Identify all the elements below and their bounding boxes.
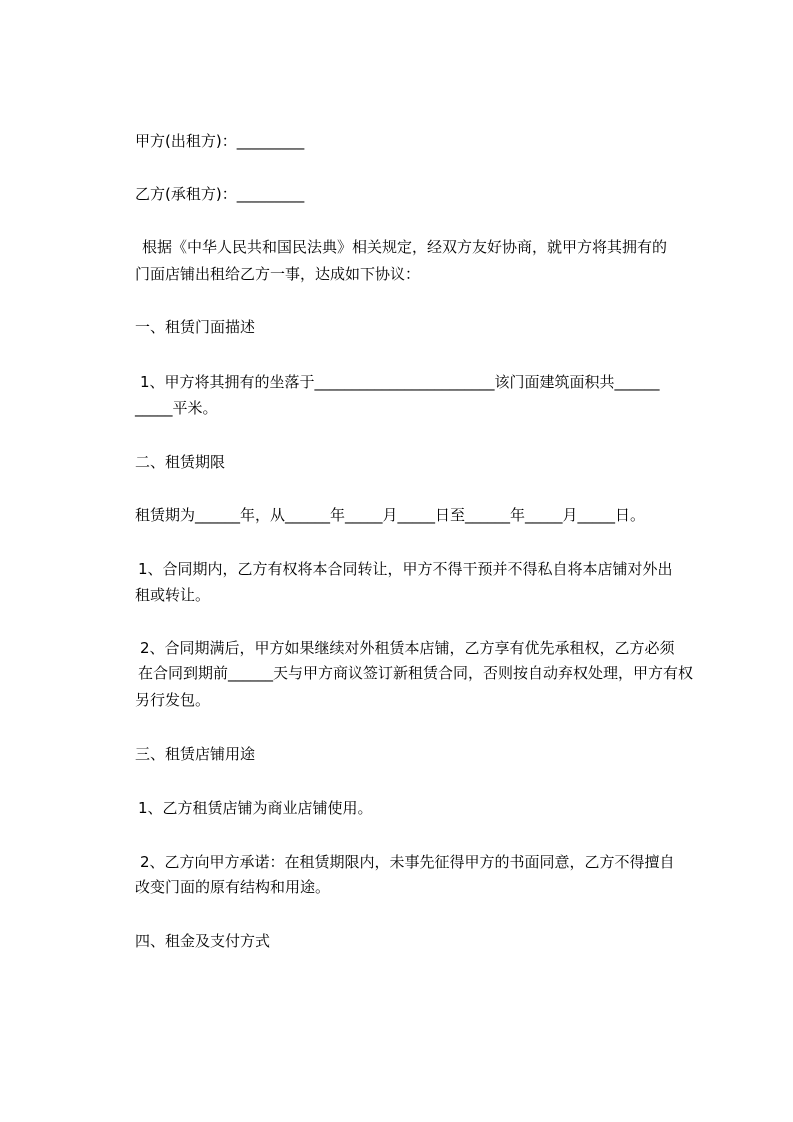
preamble-line-1: 根据《中华人民共和国民法典》相关规定，经双方友好协商，就甲方将其拥有的 [142,238,668,256]
clause-2-1-line-1: 1、合同期内，乙方有权将本合同转让，甲方不得干预并不得私自将本店铺对外出 [138,560,673,578]
party-b-line: 乙方(承租方)：_________ [135,185,305,203]
clause-3-2-line-2: 改变门面的原有结构和用途。 [135,878,331,896]
clause-1-1-line-1: 1、甲方将其拥有的坐落于________________________该门面建筑面积共______ [140,373,660,391]
clause-1-1-line-2: _____平米。 [135,399,218,417]
clause-2-2-line-3: 另行发包。 [135,691,211,709]
clause-3-1-line: 1、乙方租赁店铺为商业店铺使用。 [138,799,373,817]
clause-2-2-line-2: 在合同到期前______天与甲方商议签订新租赁合同，否则按自动弃权处理，甲方有权 [138,664,694,682]
section-heading-2: 二、租赁期限 [135,453,226,471]
preamble-line-2: 门面店铺出租给乙方一事，达成如下协议： [135,265,421,283]
clause-3-2-line-1: 2、乙方向甲方承诺：在租赁期限内，未事先征得甲方的书面同意，乙方不得擅自 [140,853,675,871]
clause-2-1-line-2: 租或转让。 [135,586,211,604]
section-heading-1: 一、租赁门面描述 [135,318,256,336]
section-heading-4: 四、租金及支付方式 [135,932,271,950]
lease-term-line: 租赁期为______年，从______年_____月_____日至______年_____月_____日。 [135,506,646,524]
section-heading-3: 三、租赁店铺用途 [135,745,256,763]
party-a-line: 甲方(出租方)：_________ [135,132,305,150]
clause-2-2-line-1: 2、合同期满后，甲方如果继续对外租赁本店铺，乙方享有优先承租权，乙方必须 [140,639,675,657]
